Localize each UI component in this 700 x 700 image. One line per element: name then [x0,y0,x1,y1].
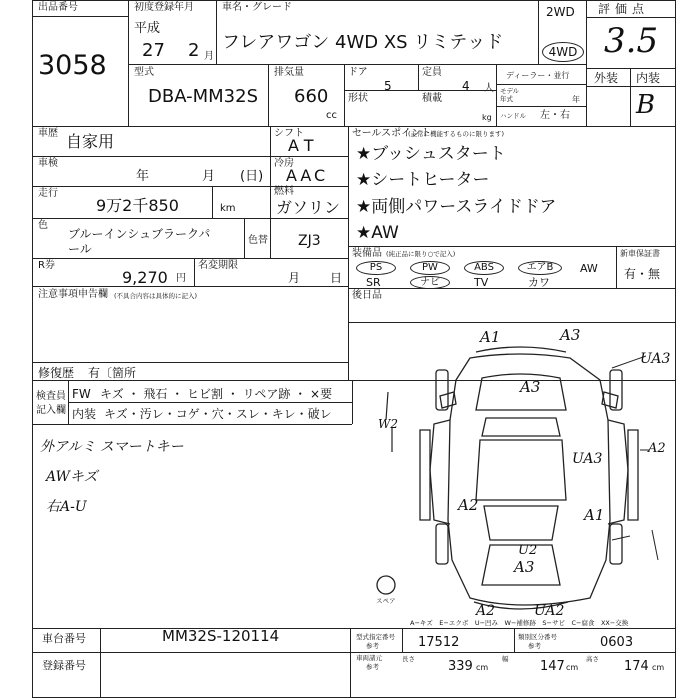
repair-label: 修復歴 [38,366,75,380]
ac-label: 冷房 [274,158,294,169]
reg-era: 平成 [134,21,161,36]
sales-point: ★ブッシュスタート [356,144,506,164]
after-label: 後日品 [352,290,382,301]
repair-value: 有〔箇所 [88,366,137,380]
damage-mark: UA3 [640,351,671,367]
recycle-label: R券 [38,260,55,271]
int-items: キズ・汚レ・コゲ・穴・スレ・キレ・破レ [104,407,332,421]
equipment-label: 装備品 [352,248,382,259]
equipment-tv: TV [474,276,489,289]
car-name: フレアワゴン 4WD XS リミテッド [222,32,504,53]
type-cert-sub: 参考 [366,642,379,650]
sales-point: ★AW [356,223,399,243]
reg-label: 初度登録年月 [134,2,194,13]
class-label: 類別区分番号 [518,633,557,641]
load-unit: kg [482,113,492,122]
height-label: 高さ [586,655,599,663]
damage-mark: A2 [458,496,479,514]
recycle-value: 9,270 [122,268,168,287]
recycle-date-label: 名変期限 [198,260,238,271]
class-value: 0603 [600,635,634,650]
capacity-unit: 人 [484,83,494,94]
chassis-label: 車台番号 [42,632,86,645]
recycle-day: 日 [330,271,343,285]
dims-label: 車両諸元 [356,654,382,662]
equipment-aw: AW [580,262,598,275]
damage-mark: UA2 [534,603,565,619]
capacity-value: 4 [462,79,470,93]
damage-mark: A2 [476,603,496,619]
divider [402,628,403,652]
damage-mark: A3 [514,558,535,576]
model-value: DBA-MM32S [148,86,259,107]
damage-mark: A3 [560,326,581,344]
equipment-sr: SR [366,276,381,289]
dealer-label: ディーラー・並行 [506,71,570,80]
damage-mark: W2 [378,417,398,431]
handwritten-note: 外アルミ スマートキー [40,439,184,455]
dims-sub: 参考 [366,663,379,671]
inspect-day: (日) [240,169,264,184]
length-value: 339 [448,659,473,674]
damage-mark: UA3 [572,451,603,467]
drive-2wd: 2WD [546,5,575,19]
width-unit: cm [566,663,579,672]
divider [350,652,676,653]
mileage-label: 走行 [38,188,58,199]
notes-sub: (不具合内容は具体的に記入) [114,292,198,300]
model-label: 型式 [134,67,154,78]
shift-value: AT [288,136,320,155]
width-label: 幅 [502,655,509,663]
inspector-label: 検査員 [36,391,66,402]
divider [32,628,676,629]
equipment-pw: PW [410,261,450,275]
history-label: 車歴 [38,128,58,139]
capacity-label: 定員 [422,67,442,78]
divider [32,652,350,653]
type-cert-value: 17512 [418,635,460,650]
int-label: 内装 [72,407,97,421]
reg-no-label: 登録番号 [42,659,86,672]
height-unit: cm [652,663,665,672]
chassis-value: MM32S-120114 [162,627,280,645]
sales-point: ★シートヒーター [356,170,490,190]
score-value: 3.5 [604,21,659,61]
divider [514,628,515,652]
history-value: 自家用 [66,132,115,151]
warranty-label: 新車保証書 [620,249,660,258]
color-line2: ール [68,242,92,256]
shift-label: シフト [274,128,304,139]
equipment-ps: PS [356,261,396,275]
notes-label: 注意事項申告欄 [38,289,108,300]
name-label: 車名・グレード [222,2,292,13]
reg-month: 2 [188,40,200,61]
shape-label: 形状 [348,93,368,104]
score-label: 評価点 [598,2,650,16]
equipment-abs: ABS [464,261,504,275]
disp-value: 660 [294,86,329,107]
width-value: 147 [540,659,565,674]
lot-label: 出品番号 [38,2,78,13]
model-year-label: モデル [500,87,520,95]
damage-mark: A2 [648,441,666,456]
inspect-year: 年 [136,169,150,184]
load-label: 積載 [422,93,442,104]
color-code-label: 色替 [248,235,268,246]
color-label: 色 [38,220,48,231]
equipment-airbag: エアB [518,261,562,275]
mileage-unit: km [220,203,236,214]
equipment-sub: (純正品に限り○で記入) [386,250,456,258]
length-unit: cm [476,663,489,672]
height-value: 174 [624,659,649,674]
recycle-unit: 円 [176,273,186,284]
spare-label: スペア [376,597,396,605]
sales-point: ★両側パワースライドドア [356,197,557,217]
door-label: ドア [348,67,368,78]
exterior-label: 外装 [594,71,619,85]
lot-number: 3058 [38,50,107,81]
mileage-value: 9万2千850 [96,196,179,215]
warranty-value: 有・無 [624,267,661,281]
damage-mark: A1 [480,328,501,346]
fw-items: キズ ・ 飛石 ・ ヒビ割 ・ リペア跡 ・ ×要 [100,387,333,401]
equipment-leather: カワ [528,276,550,289]
divider [350,628,351,698]
model-year-label2: 年式 [500,95,513,103]
damage-mark: A1 [584,506,605,524]
drive-4wd-circled: 4WD [542,42,584,62]
ac-value: AAC [286,166,329,185]
year-unit: 年 [572,95,580,104]
reg-year: 27 [142,40,165,61]
sales-label: セールスポイント [352,128,432,139]
disp-unit: cc [326,110,337,121]
class-sub: 参考 [528,642,541,650]
interior-grade: B [636,90,656,120]
handle-value: 左・右 [540,110,570,121]
handle-label: ハンドル [500,112,526,120]
color-line1: ブルーインシュブラークパ [68,227,211,241]
interior-label: 内装 [636,71,661,85]
inspector-label2: 記入欄 [36,405,66,416]
fuel-label: 燃料 [274,186,294,197]
sales-sub: (正常に機能するものに限ります) [408,130,505,138]
handwritten-note: 右A-U [46,499,87,515]
damage-legend: A−キズ E−エクボ U−凹み W−補修跡 S−サビ C−腐食 XX−交換 [410,619,629,627]
door-value: 5 [384,79,392,93]
damage-mark: U2 [518,543,538,558]
length-label: 長さ [402,655,415,663]
month-unit: 月 [204,51,214,62]
handwritten-note: AWキズ [46,469,98,485]
inspect-label: 車検 [38,158,58,169]
type-cert-label: 型式指定番号 [356,633,395,641]
disp-label: 排気量 [274,67,304,78]
fuel-value: ガソリン [276,198,341,217]
recycle-month: 月 [288,271,301,285]
color-code: ZJ3 [298,233,321,249]
equipment-navi: ナビ [410,276,450,289]
divider [100,628,101,698]
fw-label: FW [72,387,91,401]
damage-mark: A3 [520,378,541,396]
inspect-month: 月 [202,169,216,184]
